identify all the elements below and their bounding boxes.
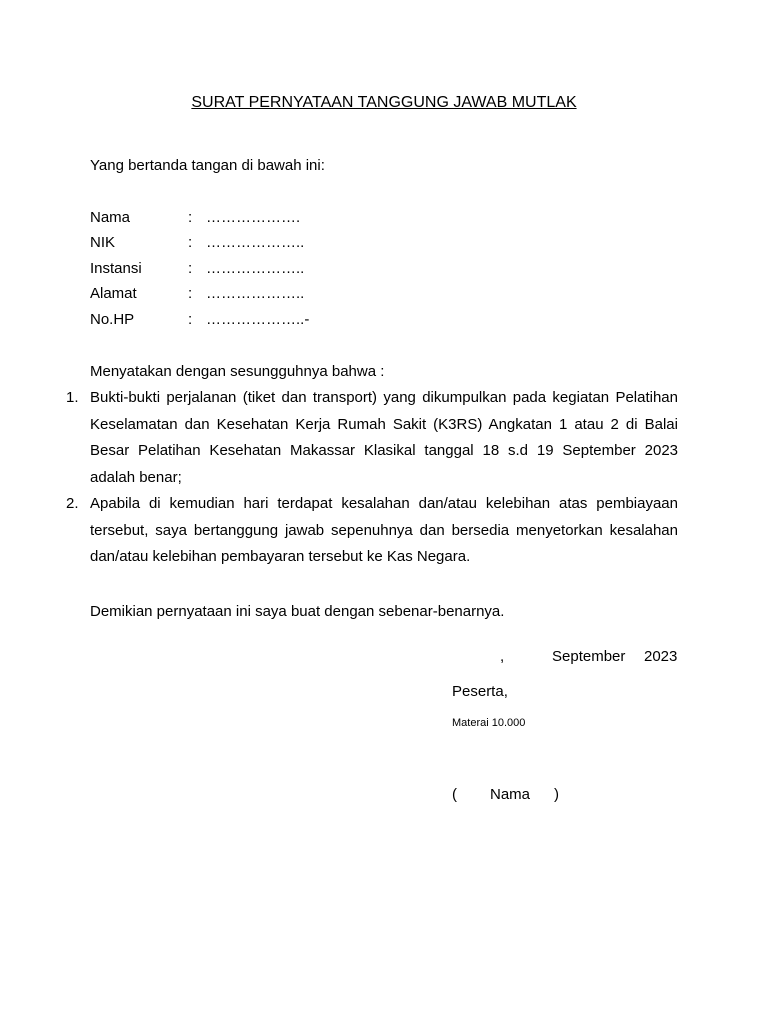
list-item-text: Apabila di kemudian hari terdapat kesalahan dan/atau kelebihan atas pembiayaan tersebut, saya bertanggung jawab sepenuhnya dan bersedia menyetorkan kesalahan dan/atau kelebihan pembayaran tersebut ke Kas Negara.	[90, 495, 678, 565]
statement-intro: Menyatakan dengan sesungguhnya bahwa :	[90, 363, 385, 380]
field-label: Alamat	[90, 285, 137, 302]
stamp-duty-label: Materai 10.000	[452, 717, 526, 729]
list-item-number: 2.	[66, 495, 79, 512]
list-item	[66, 491, 678, 571]
signature-close-paren: )	[554, 786, 559, 803]
field-colon: :	[188, 285, 193, 302]
field-value: ………………..	[206, 234, 305, 251]
field-value: ………………..-	[206, 311, 310, 328]
document-title: SURAT PERNYATAAN TANGGUNG JAWAB MUTLAK	[191, 94, 577, 111]
list-item-number: 1.	[66, 389, 79, 406]
date-year: 2023	[644, 648, 678, 665]
field-label: NIK	[90, 234, 116, 251]
field-colon: :	[188, 209, 193, 226]
field-value: ……………….	[206, 209, 301, 226]
field-value: ………………..	[206, 285, 305, 302]
field-label: Nama	[90, 209, 131, 226]
signature-open-paren: (	[452, 786, 457, 803]
field-colon: :	[188, 260, 193, 277]
field-label: No.HP	[90, 311, 135, 328]
field-label: Instansi	[90, 260, 142, 277]
date-comma: ,	[500, 648, 505, 665]
list-item	[66, 385, 678, 491]
closing-text: Demikian pernyataan ini saya buat dengan sebenar-benarnya.	[90, 603, 505, 620]
signatory-role: Peserta,	[452, 683, 508, 700]
list-item-text: Bukti-bukti perjalanan (tiket dan transport) yang dikumpulkan pada kegiatan Pelatihan Keselamatan dan Kesehatan Kerja Rumah Sakit (K3RS) Angkatan 1 atau 2 di Balai Besar Pelatihan Kesehatan Makassar Klasikal tanggal 18 s.d 19 September 2023 adalah benar;	[90, 389, 678, 486]
intro-text: Yang bertanda tangan di bawah ini:	[90, 157, 325, 174]
field-colon: :	[188, 234, 193, 251]
date-month: September	[552, 648, 626, 665]
signature-name: Nama	[490, 786, 531, 803]
field-colon: :	[188, 311, 193, 328]
field-value: ………………..	[206, 260, 305, 277]
statement-list	[66, 385, 678, 571]
